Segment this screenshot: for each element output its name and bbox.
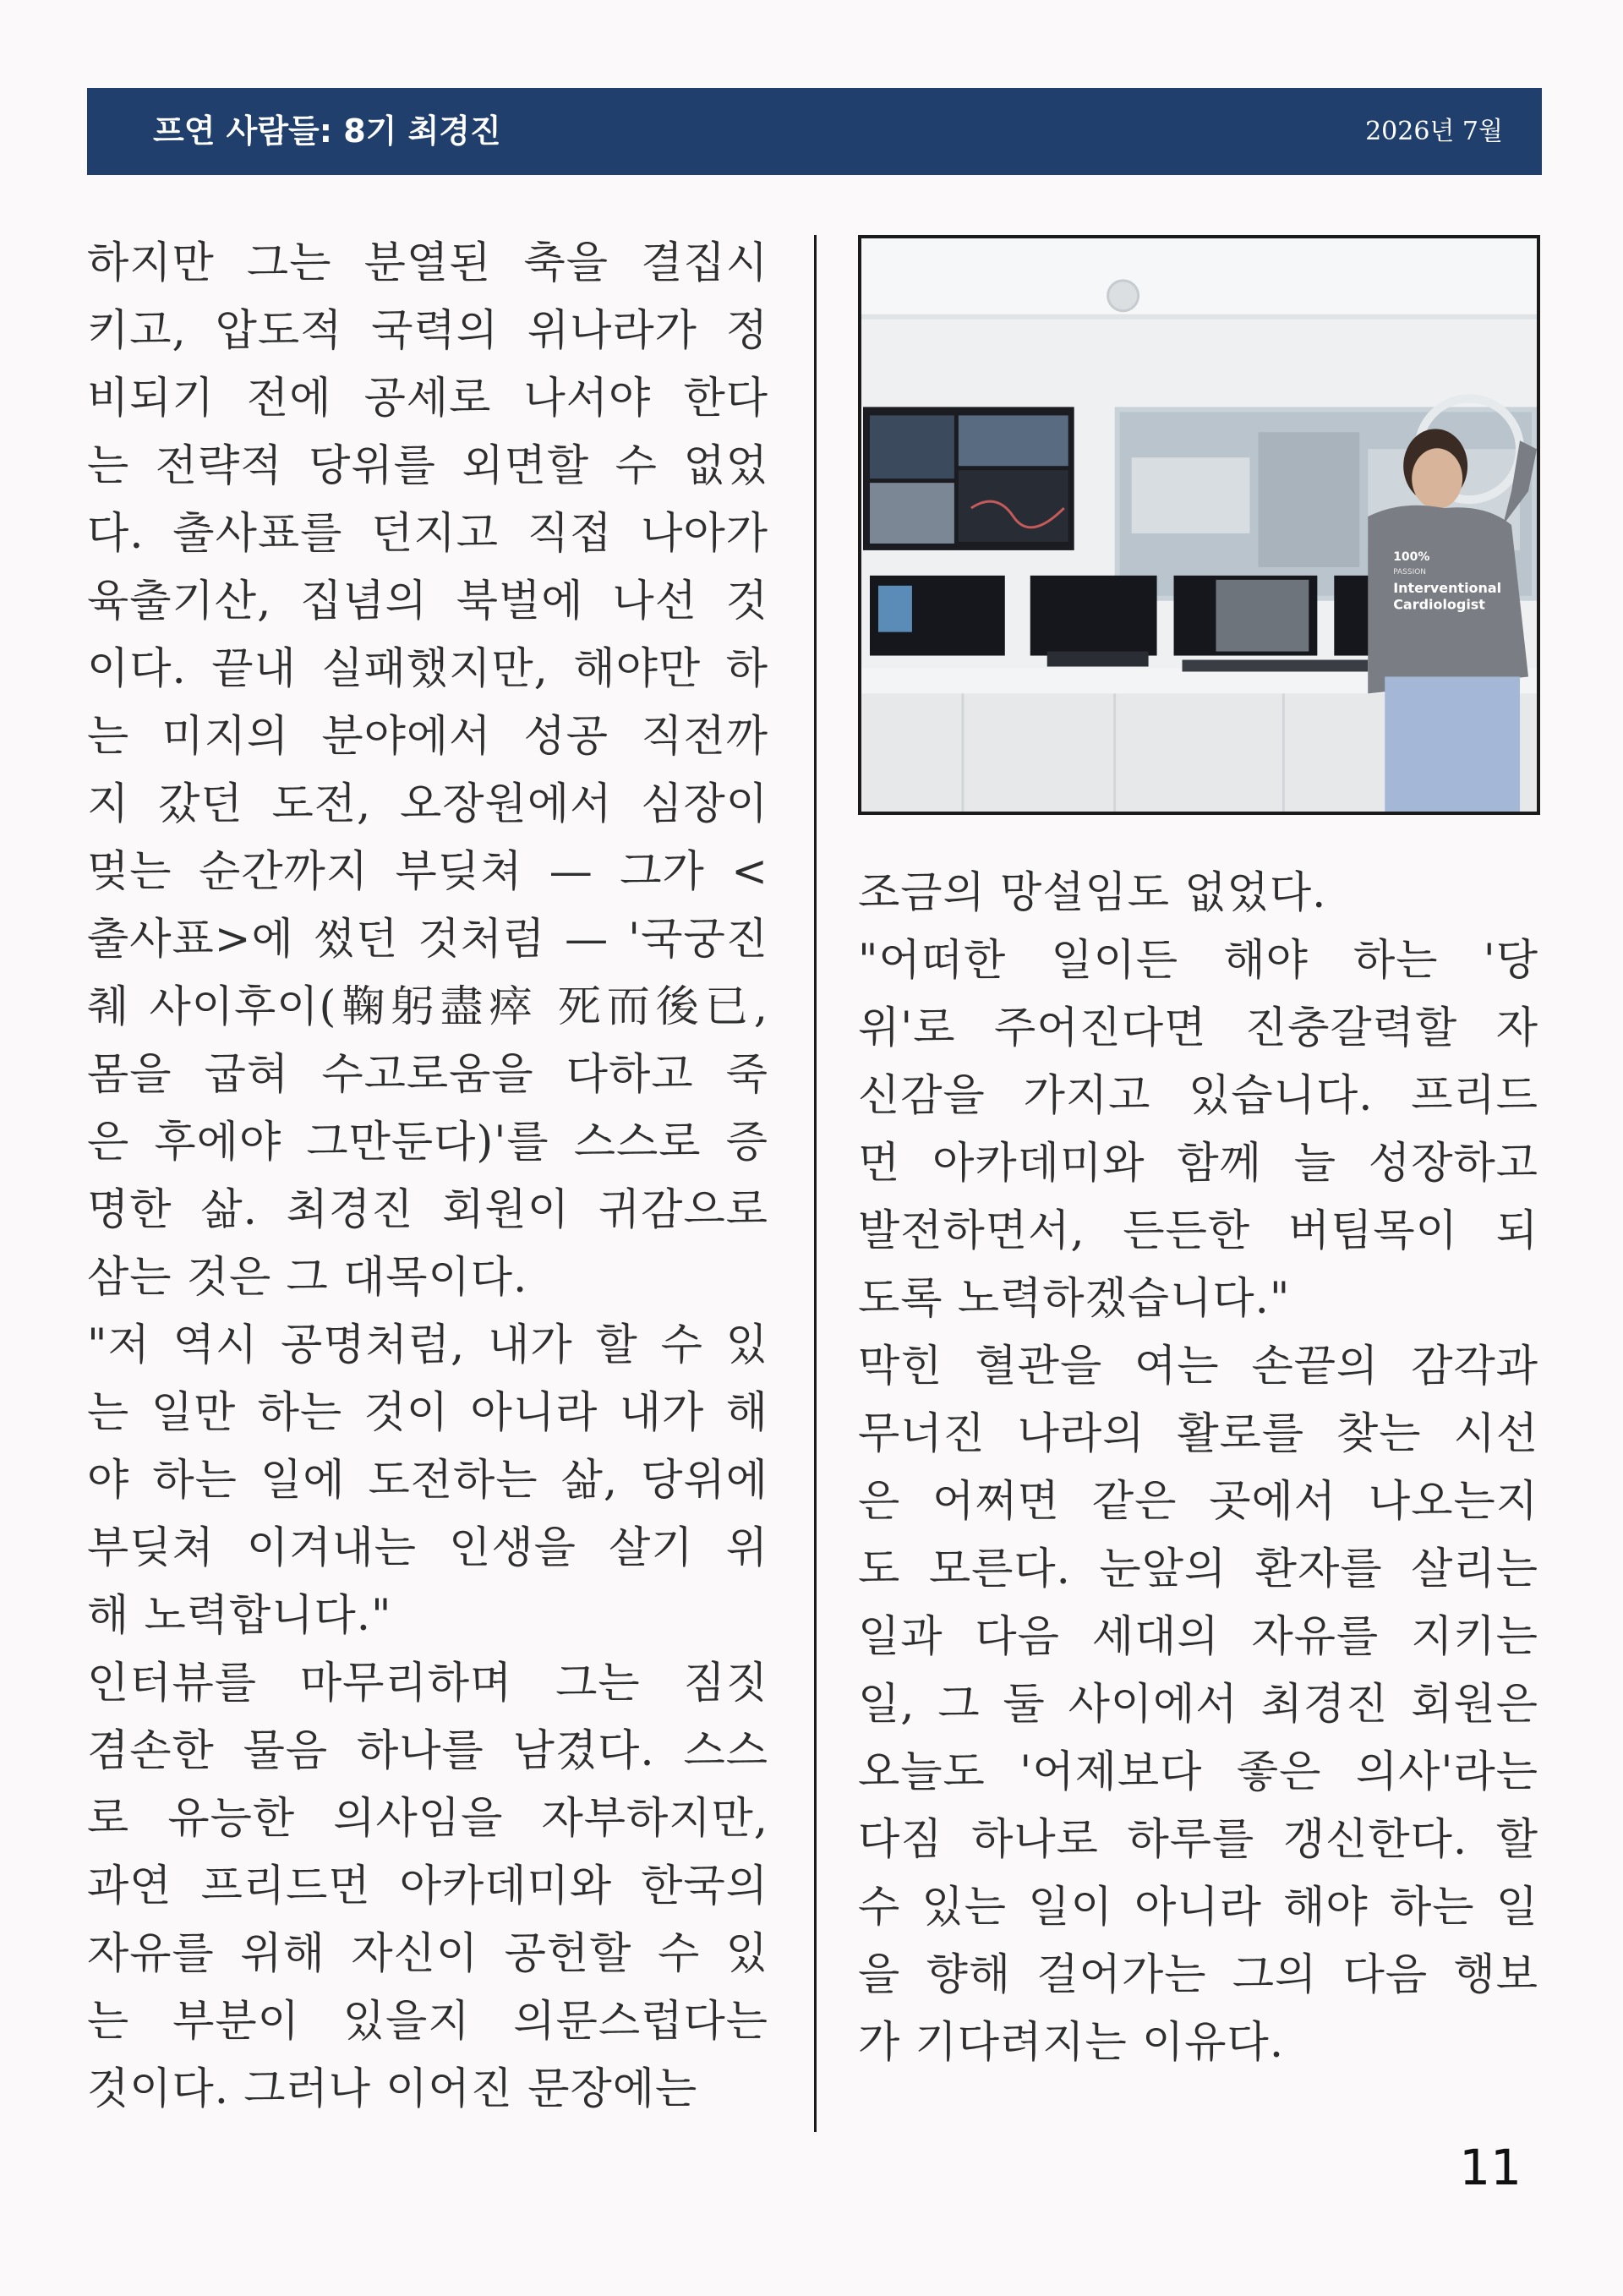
- right-column-text: [858, 860, 1538, 2077]
- text-line: 일과 다음 세대의 자유를 지키는: [858, 1612, 1538, 1662]
- text-line: 췌 사이후이(鞠躬盡瘁 死而後已,: [87, 982, 768, 1032]
- section-title: 프연 사람들: 8기 최경진: [153, 112, 501, 150]
- text-line: 는 미지의 분야에서 성공 직전까: [87, 712, 768, 762]
- text-line: 하지만 그는 분열된 축을 결집시: [87, 238, 768, 288]
- text-line: 자유를 위해 자신이 공헌할 수 있: [87, 1929, 768, 1979]
- column-divider: [814, 235, 817, 2132]
- text-line: 막힌 혈관을 여는 손끝의 감각과: [858, 1342, 1538, 1391]
- hoodie-text-2: PASSION: [1393, 567, 1427, 577]
- text-line: 몸을 굽혀 수고로움을 다하고 죽: [87, 1050, 768, 1100]
- text-line: 은 어쩌면 같은 곳에서 나오는지: [858, 1477, 1538, 1527]
- text-line: 위'로 주어진다면 진충갈력할 자: [858, 1003, 1538, 1053]
- hoodie-text-1: 100%: [1393, 549, 1430, 564]
- text-line: 은 후에야 그만둔다)'를 스스로 증: [87, 1118, 768, 1167]
- text-line: 는 부분이 있을지 의문스럽다는: [87, 1997, 768, 2047]
- page-header: [87, 88, 1542, 175]
- cath-lab-photo: [858, 235, 1540, 815]
- text-line: 을 향해 걸어가는 그의 다음 행보: [858, 1950, 1538, 2000]
- text-line: 인터뷰를 마무리하며 그는 짐짓: [87, 1659, 768, 1708]
- text-line: 는 일만 하는 것이 아니라 내가 해: [87, 1388, 768, 1438]
- text-line: 다짐 하나로 하루를 갱신한다. 할: [858, 1815, 1538, 1865]
- text-line: 가 기다려지는 이유다.: [858, 2018, 1285, 2068]
- text-line: 육출기산, 집념의 북벌에 나선 것: [87, 577, 768, 626]
- text-line: 무너진 나라의 활로를 찾는 시선: [858, 1409, 1538, 1459]
- text-line: 겸손한 물음 하나를 남겼다. 스스: [87, 1726, 768, 1776]
- text-line: 는 전략적 당위를 외면할 수 없었: [87, 441, 768, 491]
- text-line: 비되기 전에 공세로 나서야 한다: [87, 374, 768, 424]
- text-line: "어떠한 일이든 해야 하는 '당: [858, 936, 1538, 986]
- hoodie-text-4: Cardiologist: [1393, 596, 1485, 613]
- text-line: 것이다. 그러나 이어진 문장에는: [87, 2064, 698, 2114]
- text-line: 수 있는 일이 아니라 해야 하는 일: [858, 1883, 1538, 1932]
- issue-date: 2026년 7월: [1365, 117, 1503, 146]
- text-line: 이다. 끝내 실패했지만, 해야만 하: [87, 644, 768, 694]
- page-number: 11: [1459, 2139, 1522, 2196]
- text-line: 신감을 가지고 있습니다. 프리드: [858, 1071, 1538, 1121]
- text-line: 조금의 망설임도 없었다.: [858, 868, 1327, 918]
- text-line: 삼는 것은 그 대목이다.: [87, 1253, 528, 1303]
- text-line: 오늘도 '어제보다 좋은 의사'라는: [858, 1747, 1538, 1797]
- text-line: 부딪쳐 이겨내는 인생을 살기 위: [87, 1523, 768, 1573]
- text-line: 먼 아카데미와 함께 늘 성장하고: [858, 1139, 1538, 1189]
- text-line: 도록 노력하겠습니다.": [858, 1274, 1291, 1324]
- left-column-text: [87, 230, 768, 2124]
- text-line: 지 갔던 도전, 오장원에서 심장이: [87, 779, 768, 829]
- text-line: 출사표>에 썼던 것처럼 — '국궁진: [87, 915, 768, 965]
- text-line: 멎는 순간까지 부딪쳐 — 그가 <: [87, 847, 768, 897]
- text-line: 로 유능한 의사임을 자부하지만,: [87, 1794, 768, 1844]
- text-line: 다. 출사표를 던지고 직접 나아가: [87, 509, 768, 559]
- text-line: 일, 그 둘 사이에서 최경진 회원은: [858, 1680, 1538, 1730]
- text-line: 야 하는 일에 도전하는 삶, 당위에: [87, 1456, 768, 1506]
- text-line: 도 모른다. 눈앞의 환자를 살리는: [858, 1544, 1538, 1594]
- photo-illustration: [861, 238, 1537, 812]
- text-line: "저 역시 공명처럼, 내가 할 수 있: [87, 1320, 768, 1370]
- text-line: 명한 삶. 최경진 회원이 귀감으로: [87, 1185, 768, 1235]
- hoodie-text-3: Interventional: [1393, 579, 1502, 596]
- text-line: 과연 프리드먼 아카데미와 한국의: [87, 1861, 768, 1911]
- text-line: 키고, 압도적 국력의 위나라가 정: [87, 306, 768, 356]
- text-line: 해 노력합니다.": [87, 1591, 392, 1641]
- text-line: 발전하면서, 든든한 버팀목이 되: [858, 1206, 1538, 1256]
